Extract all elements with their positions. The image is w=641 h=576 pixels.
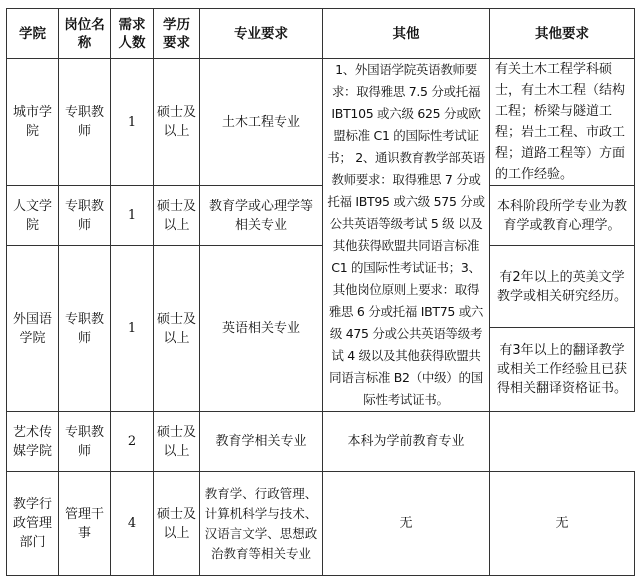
other-requirements-cell: 有3年以上的翻译教学或相关工作经验且已获得相关翻译资格证书。	[490, 328, 635, 412]
major-cell: 教育学或心理学等相关专业	[200, 186, 323, 246]
table-row	[7, 472, 635, 576]
other-merged-cell: 1、外国语学院英语教师要求：取得雅思 7.5 分或托福 IBT105 或六级 625 分或欧盟标准 C1 的国际性考试证书； 2、通识教育教学部英语教师要求：取得雅思 7 分或托福 IBT95 或六级 575 分或公共英语等级考试 5 级 以及其他获得欧盟共同语言标准 C1 的国际性考试证书；3、其他岗位原则上要求：取得雅思 6 分或托福 IBT75 或六级 475 分或公共英语等级考试 4 级以及其他获得欧盟共同语言标准 B2（中级）的国际性考试证书。	[323, 59, 490, 412]
major-cell: 土木工程专业	[200, 59, 323, 186]
header-position: 岗位名称	[59, 9, 111, 59]
college-cell: 人文学院	[7, 186, 59, 246]
major-cell: 教育学、行政管理、计算机科学与技术、汉语言文学、思想政治教育等相关专业	[200, 472, 323, 576]
table-row	[7, 186, 635, 246]
table-row	[7, 412, 635, 472]
education-cell: 硕士及以上	[154, 412, 200, 472]
other-requirements-cell: 有关土木工程学科硕士，有土木工程（结构工程；桥梁与隧道工程；岩土工程、市政工程；道路工程等）方面的工作经验。	[490, 59, 635, 186]
education-cell: 硕士及以上	[154, 59, 200, 186]
position-cell: 管理干事	[59, 472, 111, 576]
education-cell: 硕士及以上	[154, 186, 200, 246]
other-requirements-cell: 有2年以上的英美文学教学或相关研究经历。	[490, 246, 635, 328]
count-cell: 1	[111, 186, 154, 246]
education-cell: 硕士及以上	[154, 472, 200, 576]
count-cell: 1	[111, 246, 154, 412]
header-other: 其他	[323, 9, 490, 59]
count-cell: 2	[111, 412, 154, 472]
table-row	[7, 59, 635, 186]
college-cell: 艺术传媒学院	[7, 412, 59, 472]
position-cell: 专职教师	[59, 186, 111, 246]
header-college: 学院	[7, 9, 59, 59]
college-cell: 教学行政管理部门	[7, 472, 59, 576]
major-cell: 英语相关专业	[200, 246, 323, 412]
recruitment-table	[6, 8, 635, 576]
header-education: 学历要求	[154, 9, 200, 59]
table-row	[7, 246, 635, 328]
header-count: 需求人数	[111, 9, 154, 59]
major-cell: 教育学相关专业	[200, 412, 323, 472]
other-cell: 无	[323, 472, 490, 576]
other-requirements-cell: 本科为学前教育专业	[323, 412, 490, 472]
count-cell: 4	[111, 472, 154, 576]
college-cell: 城市学院	[7, 59, 59, 186]
header-major: 专业要求	[200, 9, 323, 59]
college-cell: 外国语学院	[7, 246, 59, 412]
header-other-requirements: 其他要求	[490, 9, 635, 59]
education-cell: 硕士及以上	[154, 246, 200, 412]
count-cell: 1	[111, 59, 154, 186]
position-cell: 专职教师	[59, 412, 111, 472]
other-requirements-cell: 无	[490, 472, 635, 576]
header-row	[7, 9, 635, 59]
position-cell: 专职教师	[59, 246, 111, 412]
position-cell: 专职教师	[59, 59, 111, 186]
other-requirements-cell: 本科阶段所学专业为教育学或教育心理学。	[490, 186, 635, 246]
